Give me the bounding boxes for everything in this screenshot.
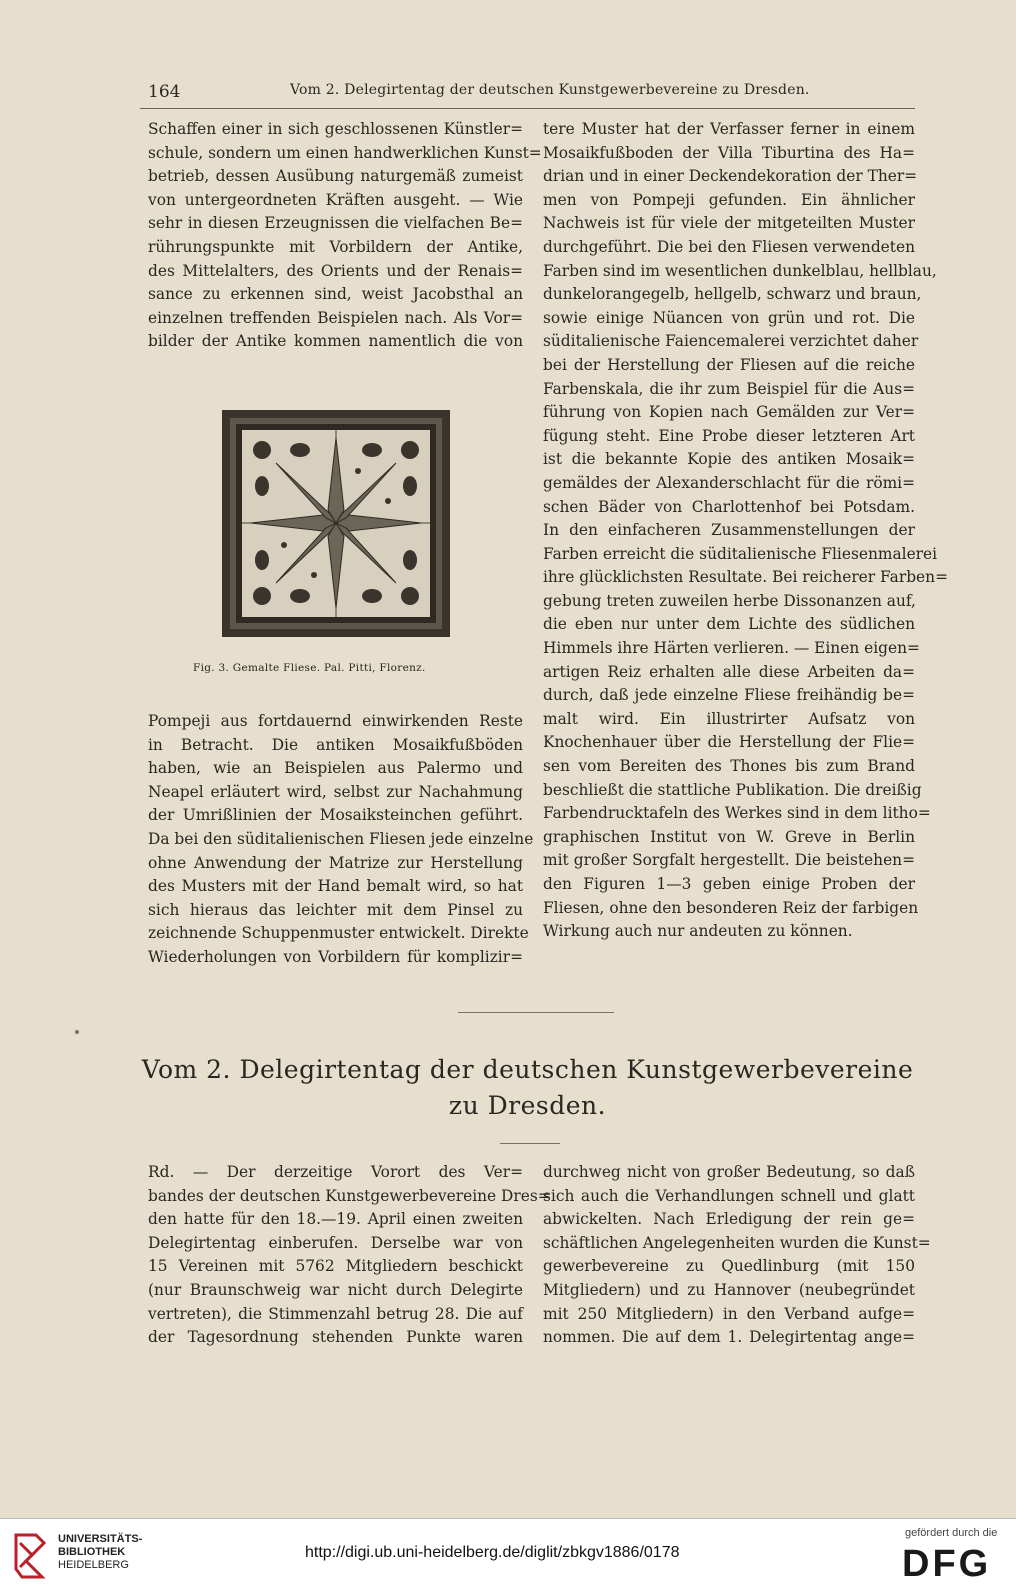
text-line: gewerbevereine zu Quedlinburg (mit 150 — [543, 1257, 915, 1276]
text-line: des Musters mit der Hand bemalt wird, so hat — [148, 877, 523, 896]
text-line: In den einfacheren Zusammenstellungen der — [543, 521, 915, 540]
text-line: süditalienische Faiencemalerei verzichtet daher — [543, 332, 919, 351]
text-line: schäftlichen Angelegenheiten wurden die Kunst= — [543, 1233, 931, 1252]
text-line: schule, sondern um einen handwerklichen Kunst= — [148, 143, 542, 162]
text-line: Fliesen, ohne den besonderen Reiz der farbigen — [543, 898, 919, 917]
text-line: sich hieraus das leichter mit dem Pinsel zu — [148, 900, 523, 919]
text-line: bilder der Antike kommen namentlich die von — [148, 332, 523, 351]
text-line: Mosaikfußboden der Villa Tiburtina des Ha= — [543, 143, 915, 162]
text-line: durchweg nicht von großer Bedeutung, so daß — [543, 1163, 915, 1181]
text-line: mit 250 Mitgliedern) in den Verband aufge= — [543, 1304, 915, 1323]
text-line: den Figuren 1—3 geben einige Proben der — [543, 875, 915, 893]
text-line: graphischen Institut von W. Greve in Berlin — [543, 827, 915, 846]
title-underline — [500, 1143, 560, 1144]
text-line: sowie einige Nüancen von grün und rot. Die — [543, 308, 915, 327]
text-line: tere Muster hat der Verfasser ferner in einem — [543, 120, 915, 138]
text-line: schen Bäder von Charlottenhof bei Potsdam. — [543, 497, 915, 516]
text-line: haben, wie an Beispielen aus Palermo und — [148, 759, 523, 778]
text-line: sehr in diesen Erzeugnissen die vielfachen Be= — [148, 214, 523, 233]
text-line: sance zu erkennen sind, weist Jacobsthal an — [148, 285, 523, 304]
text-line: dunkelorangegelb, hellgelb, schwarz und braun, — [543, 285, 922, 304]
library-name — [58, 1533, 142, 1572]
text-line: abwickelten. Nach Erledigung der rein ge= — [543, 1210, 915, 1229]
text-line: Pompeji aus fortdauernd einwirkenden Reste — [148, 712, 523, 730]
text-line: artigen Reiz erhalten alle diese Arbeiten da= — [543, 662, 915, 681]
text-line: in Betracht. Die antiken Mosaikfußböden — [148, 735, 523, 754]
text-line: vertreten), die Stimmenzahl betrug 28. Die auf — [148, 1304, 523, 1323]
text-line: (nur Braunschweig war nicht durch Delegirte — [148, 1280, 523, 1299]
text-line: gebung treten zuweilen herbe Dissonanzen auf, — [543, 591, 916, 610]
page-number: 164 — [148, 82, 181, 102]
text-line: von untergeordneten Kräften ausgeht. — Wie — [148, 190, 523, 209]
text-column-left-middle — [148, 710, 534, 970]
text-line: ihre glücklichsten Resultate. Bei reicherer Farben= — [543, 568, 948, 587]
text-line: Wiederholungen von Vorbildern für komplizir= — [148, 947, 523, 966]
figure-caption: Fig. 3. Gemalte Fliese. Pal. Pitti, Florenz. — [193, 662, 426, 674]
text-line: nommen. Die auf dem 1. Delegirtentag ange= — [543, 1328, 915, 1347]
permalink[interactable]: http://digi.ub.uni-heidelberg.de/diglit/zbkgv1886/0178 — [305, 1544, 680, 1561]
section-title-line-1: Vom 2. Delegirtentag der deutschen Kunstgewerbevereine — [141, 1055, 914, 1084]
text-line: malt wird. Ein illustrirter Aufsatz von — [543, 709, 915, 728]
text-line: drian und in einer Deckendekoration der Ther= — [543, 167, 918, 186]
text-line: führung von Kopien nach Gemälden zur Ver= — [543, 403, 915, 422]
section-separator — [458, 1012, 614, 1013]
text-line: Mitgliedern) und zu Hannover (neubegründet — [543, 1280, 915, 1299]
library-line-2: BIBLIOTHEK — [58, 1546, 126, 1558]
text-line: fügung steht. Eine Probe dieser letzteren Art — [543, 426, 915, 445]
painted-tile-figure — [222, 410, 450, 637]
text-line: des Mittelalters, des Orients und der Renais= — [148, 261, 523, 280]
text-line: einzelnen treffenden Beispielen nach. Als Vor= — [148, 308, 523, 327]
text-line: sen vom Bereiten des Thones bis zum Brand — [543, 757, 915, 776]
library-line-3: HEIDELBERG — [58, 1559, 129, 1571]
text-line: Schaffen einer in sich geschlossenen Künstler= — [148, 120, 523, 138]
text-line: betrieb, dessen Ausübung naturgemäß zumeist — [148, 167, 523, 186]
text-line: durchgeführt. Die bei den Fliesen verwendeten — [543, 237, 915, 256]
text-line: zeichnende Schuppenmuster entwickelt. Direkte — [148, 924, 529, 943]
text-line: die eben nur unter dem Lichte des südlichen — [543, 615, 915, 634]
text-line: 15 Vereinen mit 5762 Mitgliedern beschickt — [148, 1257, 523, 1276]
text-line: bandes der deutschen Kunstgewerbevereine Dres= — [148, 1186, 551, 1205]
funding-note: gefördert durch die — [905, 1527, 998, 1539]
text-column-left-bottom — [148, 1161, 551, 1350]
text-line: rührungspunkte mit Vorbildern der Antike, — [148, 237, 523, 256]
section-title — [140, 1052, 915, 1124]
library-line-1: UNIVERSITÄTS- — [58, 1533, 143, 1545]
text-line: sich auch die Verhandlungen schnell und glatt — [543, 1186, 915, 1205]
text-line: durch, daß jede einzelne Fliese freihändig be= — [543, 686, 915, 705]
ub-heidelberg-logo-icon[interactable] — [12, 1529, 48, 1585]
text-line: mit großer Sorgfalt hergestellt. Die beistehen= — [543, 851, 915, 870]
text-column-left-top — [148, 118, 542, 354]
text-line: Farben erreicht die süditalienische Fliesenmalerei — [543, 544, 938, 563]
section-title-line-2: zu Dresden. — [448, 1091, 607, 1120]
text-line: men von Pompeji gefunden. Ein ähnlicher — [543, 190, 915, 209]
text-line: ohne Anwendung der Matrize zur Herstellung — [148, 853, 523, 872]
running-title: Vom 2. Delegirtentag der deutschen Kunstgewerbevereine zu Dresden. — [290, 82, 810, 98]
text-line: beschließt die stattliche Publikation. Die dreißig — [543, 780, 922, 799]
viewer-footer — [0, 1518, 1016, 1593]
text-line: Nachweis ist für viele der mitgeteilten Muster — [543, 214, 915, 233]
text-line: Rd. — Der derzeitige Vorort des Ver= — [148, 1163, 523, 1181]
text-column-right-top — [543, 118, 948, 944]
text-line: ist die bekannte Kopie des antiken Mosaik= — [543, 450, 915, 469]
text-column-right-bottom — [543, 1161, 931, 1350]
text-line: Farben sind im wesentlichen dunkelblau, hellblau, — [543, 261, 937, 280]
text-line: Wirkung auch nur andeuten zu können. — [543, 922, 853, 941]
text-line: Farbendrucktafeln des Werkes sind in dem litho= — [543, 804, 931, 823]
text-line: Da bei den süditalienischen Fliesen jede einzelne — [148, 829, 534, 848]
text-line: Knochenhauer über die Herstellung der Flie= — [543, 733, 915, 752]
header-rule — [140, 108, 915, 109]
text-line: der Tagesordnung stehenden Punkte waren — [148, 1328, 523, 1347]
text-line: Himmels ihre Härten verlieren. — Einen eigen= — [543, 639, 920, 658]
text-line: Delegirtentag einberufen. Derselbe war von — [148, 1233, 523, 1252]
dfg-logo[interactable]: DFG — [902, 1543, 992, 1585]
text-line: Farbenskala, die ihr zum Beispiel für die Aus= — [543, 379, 915, 398]
text-line: der Umrißlinien der Mosaiksteinchen geführt. — [148, 806, 523, 825]
text-line: den hatte für den 18.—19. April einen zweiten — [148, 1210, 523, 1229]
text-line: Neapel erläutert wird, selbst zur Nachahmung — [148, 782, 523, 801]
text-line: gemäldes der Alexanderschlacht für die römi= — [543, 473, 915, 492]
text-line: bei der Herstellung der Fliesen auf die reiche — [543, 355, 915, 374]
figure-painted-tile — [222, 410, 450, 637]
margin-mark — [75, 1030, 79, 1034]
